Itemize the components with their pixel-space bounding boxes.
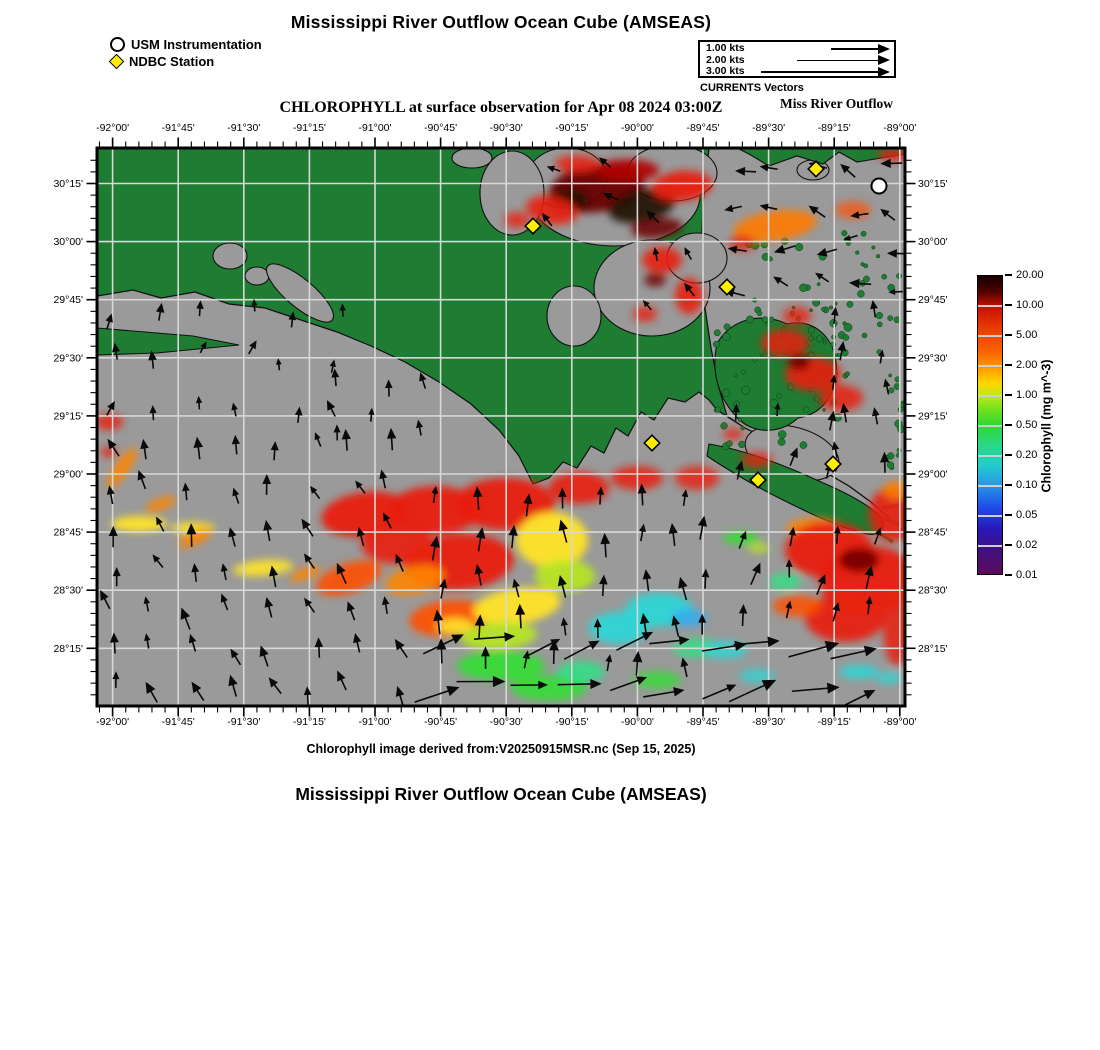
vector-arrowhead-icon — [878, 44, 890, 54]
marsh-islet — [823, 341, 826, 344]
colorbar-tick-line — [978, 395, 1002, 397]
marsh-islet — [803, 407, 809, 413]
marsh-islet — [724, 324, 730, 330]
colorbar-tick-line — [978, 455, 1002, 457]
marsh-islet — [861, 231, 866, 236]
lon-tick-label: -90°45' — [424, 716, 458, 728]
marsh-islet — [714, 330, 720, 336]
marsh-islet — [842, 230, 848, 236]
marsh-islet — [816, 336, 823, 343]
vector-arrowhead-icon — [878, 67, 890, 77]
chlorophyll-patch — [535, 560, 595, 592]
lon-tick-label: -89°15' — [817, 716, 851, 728]
chlorophyll-patch — [773, 595, 821, 617]
colorbar-tick-label: 0.01 — [1016, 568, 1038, 581]
currents-speed-label: 3.00 kts — [706, 65, 745, 77]
lon-tick-label: -89°00' — [883, 716, 917, 728]
colorbar-tick-label: 0.05 — [1016, 508, 1038, 521]
currents-speed-label: 1.00 kts — [706, 42, 745, 54]
lon-tick-label: -90°15' — [555, 716, 589, 728]
marsh-islet — [882, 274, 887, 279]
colorbar-tick-line — [978, 365, 1002, 367]
lat-tick-label: 28°30' — [918, 584, 948, 597]
chlorophyll-patch — [675, 278, 703, 314]
vector-tail — [797, 60, 879, 62]
marsh-islet — [762, 317, 768, 323]
marsh-islet — [862, 333, 867, 338]
colorbar-tick-label: 5.00 — [1016, 328, 1038, 341]
chlorophyll-patch — [516, 512, 588, 568]
vector-tail — [761, 71, 879, 73]
lon-tick-label: -89°30' — [752, 122, 786, 134]
colorbar-tick-line — [978, 545, 1002, 547]
colorbar-tick-label: 20.00 — [1016, 268, 1044, 281]
marsh-islet — [713, 341, 719, 347]
marsh-islet — [888, 316, 893, 321]
page-title-bottom: Mississippi River Outflow Ocean Cube (AMSEAS) — [295, 784, 707, 804]
lat-tick-label: 30°00' — [918, 236, 948, 249]
lon-tick-label: -92°00' — [96, 122, 130, 134]
marsh-islet — [741, 426, 745, 430]
marsh-islet — [723, 333, 731, 341]
colorbar-tick-label: 10.00 — [1016, 298, 1044, 311]
lat-tick-label: 30°00' — [53, 236, 83, 249]
lon-tick-label: -89°00' — [883, 122, 917, 134]
lon-tick-label: -91°15' — [292, 122, 326, 134]
colorbar-tick-dash — [1005, 304, 1012, 306]
currents-legend-title: CURRENTS Vectors — [700, 82, 804, 94]
usm-circle-icon — [110, 37, 125, 52]
marsh-islet — [722, 389, 730, 397]
lon-tick-label: -91°00' — [358, 122, 392, 134]
lon-tick-label: -91°30' — [227, 122, 261, 134]
marsh-islet — [778, 438, 785, 445]
marsh-islet — [800, 442, 807, 449]
marsh-islet — [742, 386, 750, 394]
marsh-islet — [738, 441, 745, 448]
marsh-islet — [876, 312, 883, 319]
lat-tick-label: 28°45' — [918, 526, 948, 539]
currents-row — [704, 66, 890, 78]
legend-label: USM Instrumentation — [131, 37, 262, 52]
marsh-islet — [808, 336, 813, 341]
colorbar-tick-label: 2.00 — [1016, 358, 1038, 371]
lon-tick-label: -90°30' — [489, 122, 523, 134]
lon-tick-label: -90°15' — [555, 122, 589, 134]
lon-tick-label: -89°45' — [686, 716, 720, 728]
chlorophyll-patch — [723, 428, 743, 440]
marsh-islet — [741, 370, 745, 374]
lon-tick-label: -90°00' — [620, 122, 654, 134]
lon-tick-label: -91°00' — [358, 716, 392, 728]
map-plot-area — [53, 122, 948, 728]
marsh-islet — [872, 246, 875, 249]
lat-tick-label: 28°15' — [53, 642, 83, 655]
marsh-islet — [746, 316, 753, 323]
marker-legend — [110, 36, 262, 70]
marsh-islet — [799, 284, 807, 292]
lon-tick-label: -91°30' — [227, 716, 261, 728]
lat-tick-label: 30°15' — [918, 178, 948, 190]
lon-tick-label: -89°30' — [752, 716, 786, 728]
colorbar-tick-label: 0.10 — [1016, 478, 1038, 491]
chlorophyll-patch — [788, 354, 810, 370]
chlorophyll-patch — [819, 385, 863, 411]
marsh-islet — [715, 407, 721, 413]
lake — [245, 267, 269, 285]
lon-tick-label: -89°45' — [686, 122, 720, 134]
lat-tick-label: 29°15' — [918, 410, 948, 423]
lon-tick-label: -91°15' — [292, 716, 326, 728]
usm-instrumentation-marker — [872, 179, 887, 194]
lon-tick-label: -91°45' — [161, 716, 195, 728]
chlorophyll-patch — [675, 466, 719, 490]
lake — [452, 148, 492, 168]
chlorophyll-patch — [555, 155, 599, 173]
colorbar — [977, 275, 1003, 575]
currents-vector-legend — [698, 40, 896, 78]
marsh-islet — [887, 462, 894, 469]
colorbar-tick-line — [978, 425, 1002, 427]
vector-tail — [831, 48, 879, 50]
lat-tick-label: 29°15' — [53, 410, 83, 423]
lon-tick-label: -92°00' — [96, 716, 130, 728]
currents-row — [704, 43, 890, 55]
marsh-islet — [864, 264, 868, 268]
colorbar-tick-dash — [1005, 574, 1012, 576]
marsh-islet — [808, 327, 815, 334]
source-caption: Chlorophyll image derived from:V20250915MSR.nc (Sep 15, 2025) — [306, 742, 696, 756]
marsh-islet — [889, 374, 892, 377]
marsh-islet — [821, 307, 825, 311]
lat-tick-label: 29°30' — [53, 352, 83, 365]
marsh-islet — [823, 408, 826, 411]
marsh-islet — [844, 323, 852, 331]
colorbar-tick-label: 1.00 — [1016, 388, 1038, 401]
colorbar-tick-dash — [1005, 454, 1012, 456]
marsh-islet — [855, 251, 859, 255]
chlorophyll-map — [53, 122, 948, 728]
lat-tick-label: 29°45' — [53, 294, 83, 307]
lat-tick-label: 29°00' — [918, 468, 948, 481]
marsh-islet — [769, 317, 774, 322]
lat-tick-label: 28°30' — [53, 584, 83, 597]
map-subtitle: CHLOROPHYLL at surface observation for Apr 08 2024 03:00Z — [279, 99, 723, 116]
marsh-islet — [829, 306, 833, 310]
marsh-islet — [753, 358, 757, 362]
page-title: Mississippi River Outflow Ocean Cube (AMSEAS) — [290, 12, 712, 32]
colorbar-tick-dash — [1005, 514, 1012, 516]
lon-tick-label: -90°00' — [620, 716, 654, 728]
colorbar-tick-line — [978, 515, 1002, 517]
lon-tick-label: -89°15' — [817, 122, 851, 134]
marsh-islet — [795, 243, 803, 251]
marsh-islet — [817, 283, 820, 286]
currents-speed-label: 2.00 kts — [706, 53, 745, 66]
region-label: Miss River Outflow — [780, 96, 893, 111]
colorbar-tick-label: 0.50 — [1016, 418, 1038, 431]
colorbar-axis-label: Chlorophyll (mg m^-3) — [1039, 359, 1053, 493]
colorbar-tick-dash — [1005, 394, 1012, 396]
marsh-islet — [876, 254, 880, 258]
marsh-islet — [776, 394, 781, 399]
chlorophyll-patch — [644, 273, 666, 287]
lat-tick-label: 29°30' — [918, 352, 948, 365]
colorbar-tick-dash — [1005, 424, 1012, 426]
marsh-islet — [726, 440, 732, 446]
colorbar-tick-dash — [1005, 364, 1012, 366]
lon-tick-label: -91°45' — [161, 122, 195, 134]
chlorophyll-patch — [642, 247, 682, 273]
chlorophyll-patch — [633, 306, 657, 322]
marsh-islet — [843, 334, 849, 340]
colorbar-tick-dash — [1005, 334, 1012, 336]
legend-label: NDBC Station — [129, 54, 215, 69]
marsh-islet — [847, 301, 853, 307]
chlorophyll-patch — [769, 573, 801, 591]
chlorophyll-patch — [839, 548, 879, 572]
chlorophyll-patch — [883, 481, 911, 499]
colorbar-tick-label: 0.02 — [1016, 538, 1038, 551]
chlorophyll-patch — [839, 665, 879, 679]
lat-tick-label: 28°15' — [918, 642, 948, 655]
marsh-islet — [721, 423, 728, 430]
legend-item-ndbc — [110, 53, 262, 70]
map-layers — [95, 141, 919, 713]
chlorophyll-patch — [876, 672, 902, 684]
vector-arrowhead-icon — [878, 55, 890, 65]
marsh-islet — [778, 430, 786, 438]
marsh-islet — [877, 322, 882, 327]
marsh-islet — [857, 290, 864, 297]
chlorophyll-patch — [783, 307, 811, 325]
chlorophyll-patch — [748, 543, 770, 553]
lon-tick-label: -90°30' — [489, 716, 523, 728]
legend-item-usm — [110, 36, 262, 53]
marsh-islet — [734, 374, 737, 377]
marsh-islet — [757, 311, 762, 316]
colorbar-tick-dash — [1005, 484, 1012, 486]
lat-tick-label: 28°45' — [53, 526, 83, 539]
lake — [547, 286, 601, 346]
chlorophyll-patch — [557, 661, 605, 683]
colorbar-tick-line — [978, 305, 1002, 307]
lon-tick-label: -90°45' — [424, 122, 458, 134]
lake — [213, 243, 247, 269]
lat-tick-label: 29°45' — [918, 294, 948, 307]
marsh-islet — [738, 418, 742, 422]
ndbc-diamond-icon — [109, 54, 125, 70]
marsh-islet — [809, 309, 812, 312]
marsh-islet — [889, 388, 894, 393]
colorbar-tick-line — [978, 335, 1002, 337]
marsh-islet — [845, 372, 850, 377]
colorbar-tick-label: 0.20 — [1016, 448, 1038, 461]
colorbar-tick-dash — [1005, 274, 1012, 276]
lat-tick-label: 29°00' — [53, 468, 83, 481]
colorbar-tick-dash — [1005, 544, 1012, 546]
colorbar-tick-line — [978, 485, 1002, 487]
lat-tick-label: 30°15' — [53, 178, 83, 190]
